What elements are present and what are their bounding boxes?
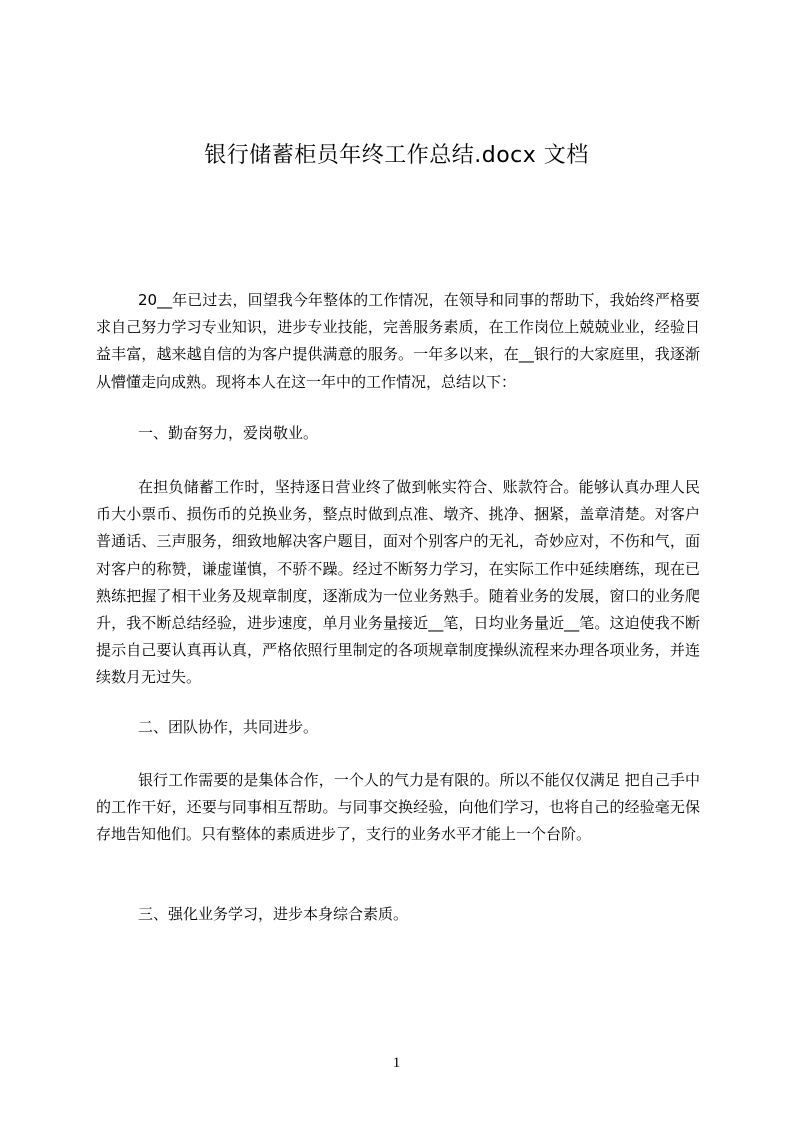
section-heading-3: 三、强化业务学习，进步本身综合素质。 bbox=[138, 905, 409, 923]
section-1-paragraph: 在担负储蓄工作时，坚持逐日营业终了做到帐实符合、账款符合。能够认真办理人民币大小票币、损伤币的兑换业务，整点时做到点准、墩齐、挑净、捆紧，盖章清楚。对客户普通话、三声服务，细致地解决客户题目，面对个别客户的无礼，奇妙应对，不伤和气，面对客户的称赞，谦虚谨慎，不骄不躁。经过不断努力学习，在实际工作中延续磨练，现在已熟练把握了相干业务及规章制度，逐渐成为一位业务熟手。随着业务的发展，窗口的业务爬升，我不断总结经验，进步速度，单月业务量接近__笔，日均业务量近__笔。这迫使我不断提示自己要认真再认真，严格依照行里制定的各项规章制度操纵流程来办理各项业务，并连续数月无过失。 bbox=[96, 478, 700, 687]
page-number: 1 bbox=[392, 1055, 401, 1071]
section-heading-1: 一、勤奋努力，爱岗敬业。 bbox=[138, 424, 319, 442]
section-2-paragraph: 银行工作需要的是集体合作，一个人的气力是有限的。所以不能仅仅满足 把自己手中的工作干好，还要与同事相互帮助。与同事交换经验，向他们学习，也将自己的经验毫无保存地告知他们。只有整体的素质进步了，支行的业务水平才能上一个台阶。 bbox=[96, 771, 700, 844]
intro-paragraph: 20__年已过去，回望我今年整体的工作情况，在领导和同事的帮助下，我始终严格要求自己努力学习专业知识，进步专业技能，完善服务素质，在工作岗位上兢兢业业，经验日益丰富，越来越自信的为客户提供满意的服务。一年多以来，在__银行的大家庭里，我逐渐从懵懂走向成熟。现将本人在这一年中的工作情况，总结以下： bbox=[96, 291, 700, 391]
section-heading-2: 二、团队协作，共同进步。 bbox=[138, 718, 319, 736]
document-title: 银行储蓄柜员年终工作总结.docx 文档 bbox=[204, 143, 589, 168]
